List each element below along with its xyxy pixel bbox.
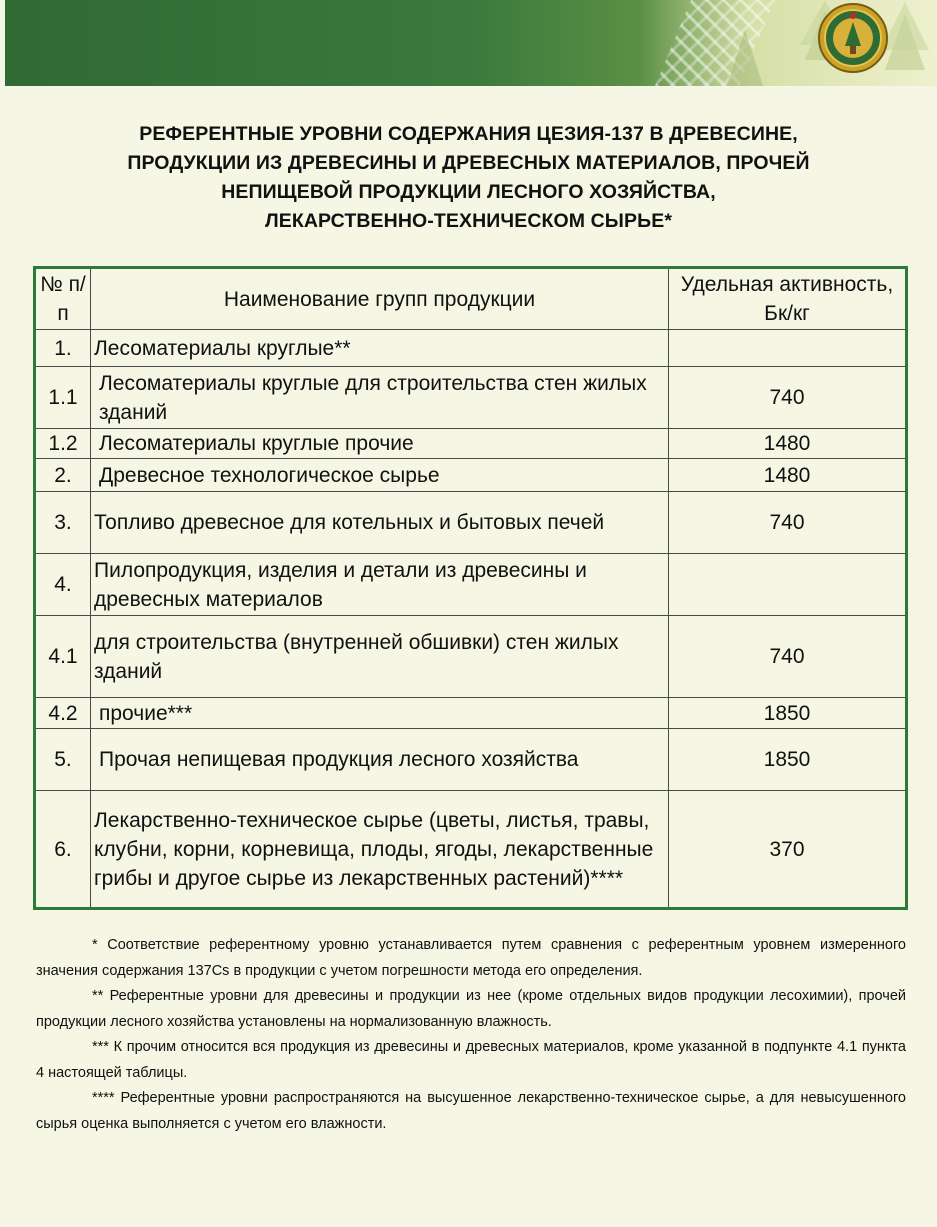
table-row xyxy=(35,791,907,909)
row-value: 740 xyxy=(669,492,907,554)
row-num: 5. xyxy=(35,729,91,791)
row-value xyxy=(669,330,907,367)
forestry-emblem-icon xyxy=(817,2,889,74)
header-banner xyxy=(5,0,937,86)
title-line: НЕПИЩЕВОЙ ПРОДУКЦИИ ЛЕСНОГО ХОЗЯЙСТВА, xyxy=(221,181,716,203)
row-name: Прочая непищевая продукция лесного хозяйства xyxy=(91,729,669,791)
row-num: 4.2 xyxy=(35,698,91,729)
title-line: ПРОДУКЦИИ ИЗ ДРЕВЕСИНЫ И ДРЕВЕСНЫХ МАТЕРИАЛОВ, ПРОЧЕЙ xyxy=(127,152,810,174)
header-value: Удельная активность, Бк/кг xyxy=(669,268,907,330)
reference-levels-table xyxy=(33,266,908,910)
row-name: Лекарственно-техническое сырье (цветы, листья, травы, клубни, корни, корневища, плоды, ягоды, лекарственные грибы и другое сырье из лекарственных растений)**** xyxy=(91,791,669,909)
title-line: ЛЕКАРСТВЕННО-ТЕХНИЧЕСКОМ СЫРЬЕ* xyxy=(264,210,673,232)
title-line: РЕФЕРЕНТНЫЕ УРОВНИ СОДЕРЖАНИЯ ЦЕЗИЯ-137 В ДРЕВЕСИНЕ, xyxy=(139,123,798,145)
row-num: 2. xyxy=(35,459,91,492)
row-value: 740 xyxy=(669,616,907,698)
row-name: Лесоматериалы круглые** xyxy=(91,330,669,367)
header-name: Наименование групп продукции xyxy=(91,268,669,330)
row-value: 1480 xyxy=(669,459,907,492)
row-name: для строительства (внутренней обшивки) стен жилых зданий xyxy=(91,616,669,698)
row-num: 1.2 xyxy=(35,429,91,459)
row-value xyxy=(669,554,907,616)
row-value: 1850 xyxy=(669,729,907,791)
table-row xyxy=(35,729,907,791)
row-num: 1.1 xyxy=(35,367,91,429)
table-row xyxy=(35,698,907,729)
footnote: *** К прочим относится вся продукция из древесины и древесных материалов, кроме указанной в подпункте 4.1 пункта 4 настоящей таблицы. xyxy=(36,1039,906,1081)
row-value: 1850 xyxy=(669,698,907,729)
table-row xyxy=(35,367,907,429)
table-row xyxy=(35,429,907,459)
row-name: Лесоматериалы круглые прочие xyxy=(91,429,669,459)
table-row xyxy=(35,492,907,554)
footnote: * Соответствие референтному уровню устанавливается путем сравнения с референтным уровнем измеренного значения содержания 137Cs в продукции с учетом погрешности метода его определения. xyxy=(36,937,906,979)
row-name: Топливо древесное для котельных и бытовых печей xyxy=(91,492,669,554)
row-value: 370 xyxy=(669,791,907,909)
row-name: прочие*** xyxy=(91,698,669,729)
row-name: Лесоматериалы круглые для строительства стен жилых зданий xyxy=(91,367,669,429)
table-row xyxy=(35,616,907,698)
row-value: 1480 xyxy=(669,429,907,459)
row-num: 4.1 xyxy=(35,616,91,698)
row-name: Пилопродукция, изделия и детали из древесины и древесных материалов xyxy=(91,554,669,616)
row-name: Древесное технологическое сырье xyxy=(91,459,669,492)
table-row xyxy=(35,330,907,367)
footnotes xyxy=(36,933,906,1137)
table-row xyxy=(35,459,907,492)
row-num: 4. xyxy=(35,554,91,616)
row-num: 3. xyxy=(35,492,91,554)
table-header-row xyxy=(35,268,907,330)
footnote: **** Референтные уровни распространяются на высушенное лекарственно-техническое сырье, а для невысушенного сырья оценка выполняется с учетом его влажности. xyxy=(36,1090,906,1132)
table-row xyxy=(35,554,907,616)
row-num: 6. xyxy=(35,791,91,909)
footnote: ** Референтные уровни для древесины и продукции из нее (кроме отдельных видов продукции лесохимии), прочей продукции лесного хозяйства установлены на нормализованную влажность. xyxy=(36,988,906,1030)
row-num: 1. xyxy=(35,330,91,367)
row-value: 740 xyxy=(669,367,907,429)
page-title xyxy=(40,120,897,236)
header-num: № п/п xyxy=(35,268,91,330)
